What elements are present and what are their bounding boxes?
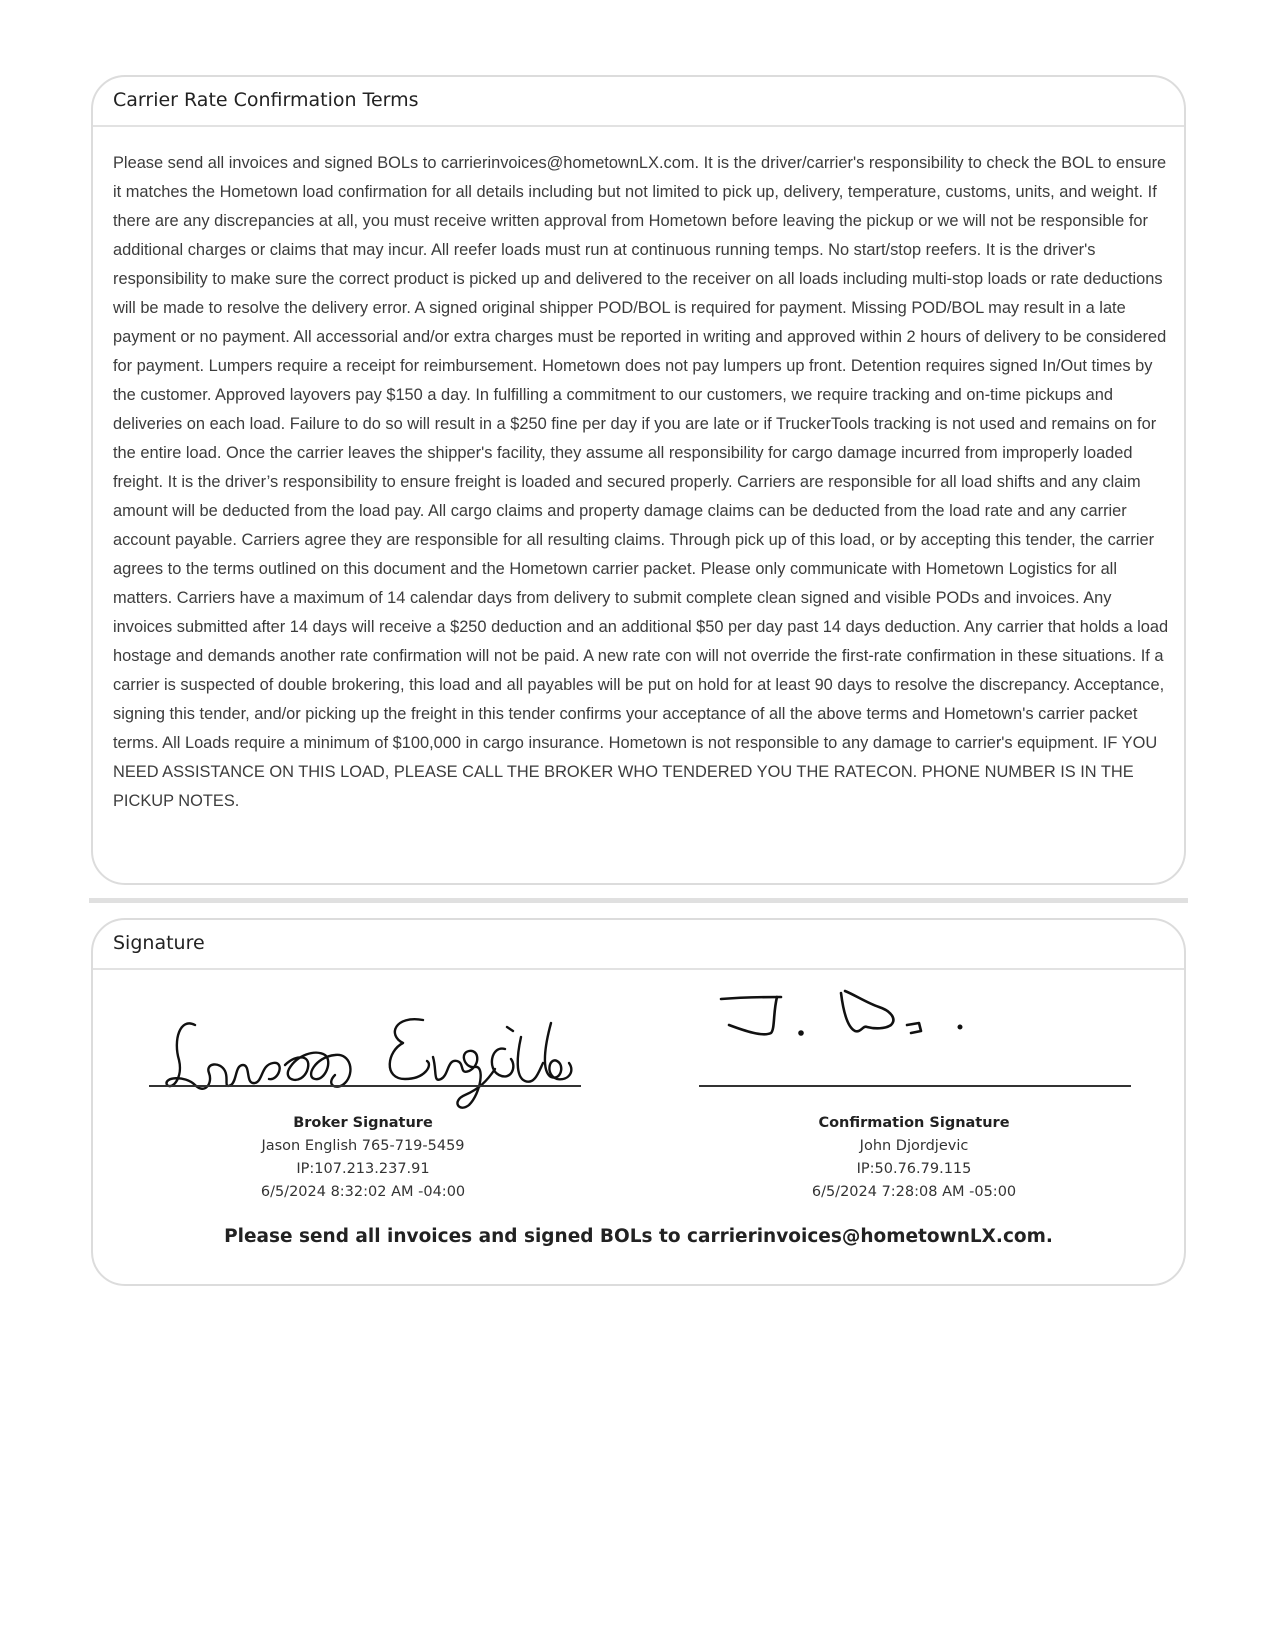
broker-signature-title: Broker Signature: [293, 1115, 433, 1131]
terms-header: Carrier Rate Confirmation Terms: [93, 77, 1184, 127]
confirmation-signature-title: Confirmation Signature: [818, 1115, 1010, 1131]
broker-signature-image: [165, 1005, 585, 1115]
broker-signature-line: [149, 1085, 581, 1087]
confirmation-signature-line: [699, 1085, 1131, 1087]
broker-signature-block: [143, 1112, 583, 1204]
broker-name-phone: Jason English 765-719-5459: [261, 1138, 465, 1154]
terms-card: [91, 75, 1186, 885]
confirmation-ip: IP:50.76.79.115: [856, 1161, 972, 1177]
invoice-instructions-note: Please send all invoices and signed BOLs to carrierinvoices@hometownLX.com.: [224, 1226, 1053, 1247]
broker-ip: IP:107.213.237.91: [296, 1161, 430, 1177]
signature-header: Signature: [93, 920, 1184, 970]
confirmation-signature-block: [694, 1112, 1134, 1204]
broker-timestamp: 6/5/2024 8:32:02 AM -04:00: [260, 1184, 466, 1200]
terms-body: Please send all invoices and signed BOLs to carrierinvoices@hometownLX.com. It is the driver/carrier's responsibility to check the BOL to ensure it matches the Hometown load confirmation for all details including but not limited to pick up, delivery, temperature, customs, units, and weight. If there are any discrepancies at all, you must receive written approval from Hometown before leaving the pickup or we will not be responsible for additional charges or claims that may incur. All reefer loads must run at continuous running temps. No start/stop reefers. It is the driver's responsibility to make sure the correct product is picked up and delivered to the receiver on all loads including multi-stop loads or rate deductions will be made to resolve the delivery error. A signed original shipper POD/BOL is required for payment. Missing POD/BOL may result in a late payment or no payment. All accessorial and/or extra charges must be reported in writing and approved within 2 hours of delivery to be considered for payment. Lumpers require a receipt for reimbursement. Hometown does not pay lumpers up front. Detention requires signed In/Out times by the customer. Approved layovers pay $150 a day. In fulfilling a commitment to our customers, we require tracking and on-time pickups and deliveries on each load. Failure to do so will result in a $250 fine per day if you are late or if TruckerTools tracking is not used and remains on for the entire load. Once the carrier leaves the shipper's facility, they assume all responsibility for cargo damage incurred from improperly loaded freight. It is the driver’s responsibility to ensure freight is loaded and secured properly. Carriers are responsible for all load shifts and any claim amount will be deducted from the load pay. All cargo claims and property damage claims can be deducted from the load rate and any carrier account payable. Carriers agree they are responsible for all resulting claims. Through pick up of this load, or by accepting this tender, the carrier agrees to the terms outlined on this document and the Hometown carrier packet. Please only communicate with Hometown Logistics for all matters. Carriers have a maximum of 14 calendar days from delivery to submit complete clean signed and visible PODs and invoices. Any invoices submitted after 14 days will receive a $250 deduction and an additional $50 per day past 14 days deduction. Any carrier that holds a load hostage and demands another rate confirmation will not be paid. A new rate con will not override the first-rate confirmation in these situations. If a carrier is suspected of double brokering, this load and all payables will be put on hold for at least 90 days to resolve the discrepancy. Acceptance, signing this tender, and/or picking up the freight in this tender confirms your acceptance of all the above terms and Hometown's carrier packet terms. All Loads require a minimum of $100,000 in cargo insurance. Hometown is not responsible to any damage to carrier's equipment. IF YOU NEED ASSISTANCE ON THIS LOAD, PLEASE CALL THE BROKER WHO TENDERED YOU THE RATECON. PHONE NUMBER IS IN THE PICKUP NOTES.: [113, 154, 1169, 810]
confirmation-timestamp: 6/5/2024 7:28:08 AM -05:00: [811, 1184, 1017, 1200]
confirmation-name: John Djordjevic: [859, 1138, 969, 1154]
confirmation-signature-image: [715, 985, 975, 1055]
section-divider: [89, 898, 1188, 903]
